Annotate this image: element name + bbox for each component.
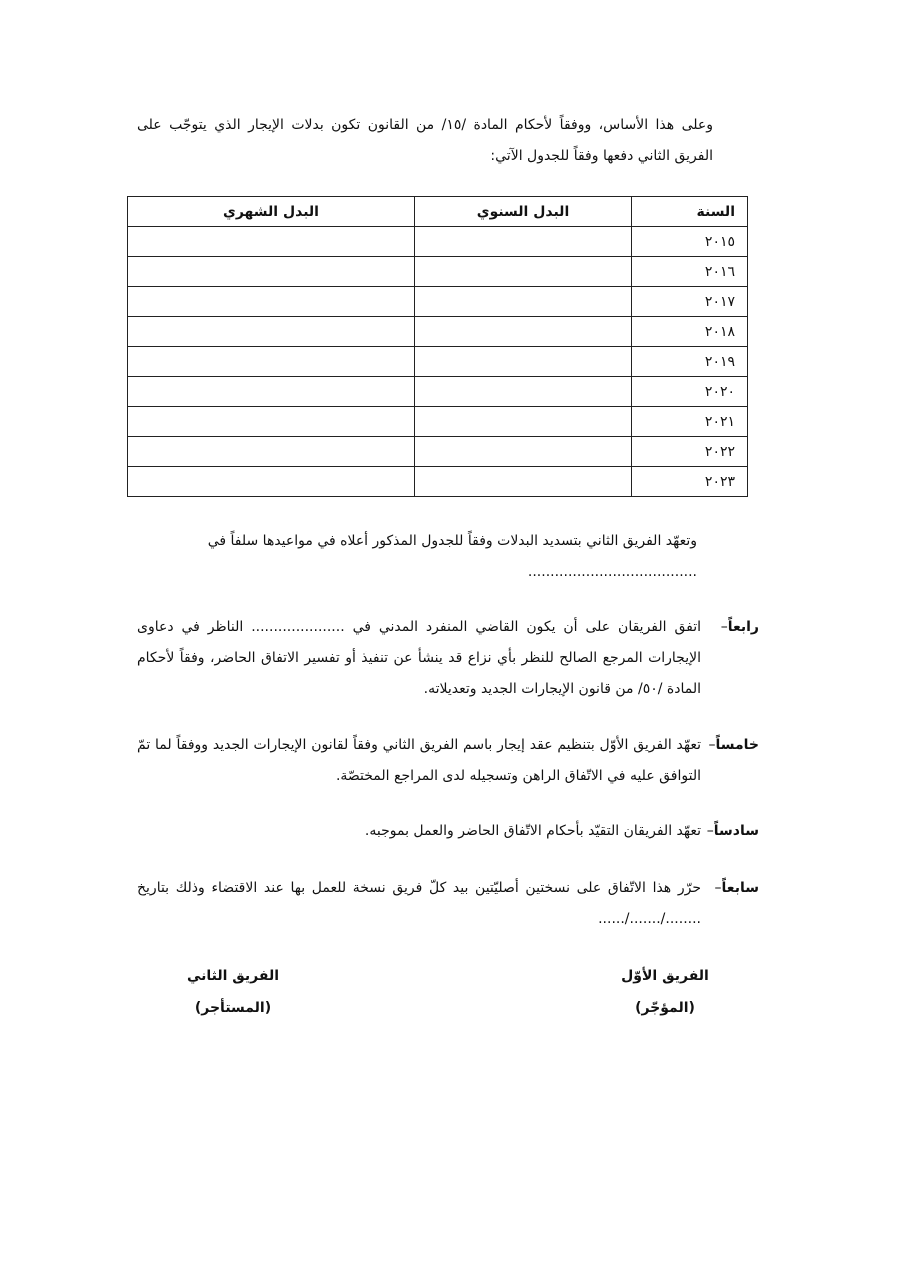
table-row [128,437,748,467]
clause-fifth-text: تعهّد الفريق الأوّل بتنظيم عقد إيجار باسم الفريق الثاني وفقاً لقانون الإيجارات الجديد ووفقاً لما تمّ التوافق عليه في الاتّفاق الراهن وتسجيله لدى المراجع المختصّة. [137,737,701,784]
clause-fifth-label: خامساً– [708,737,759,753]
table-row [128,377,748,407]
annual-rent-cell [415,287,632,317]
payment-pledge-paragraph [137,526,697,588]
clause-sixth-text: تعهّد الفريقان التقيّد بأحكام الاتّفاق الحاضر والعمل بموجبه. [364,823,701,839]
table-header-row [128,197,748,227]
clause-sixth-label: سادساً– [706,823,759,839]
payment-pledge-text: وتعهّد الفريق الثاني بتسديد البدلات وفقاً للجدول المذكور أعلاه في مواعيدها سلفاً في [207,533,697,549]
monthly-rent-cell [128,347,415,377]
clause-fourth-label: رابعاً– [720,619,759,635]
year-cell: ٢٠٢٢ [632,437,748,467]
table-row [128,317,748,347]
table-row [128,287,748,317]
annual-rent-cell [415,227,632,257]
year-column-header: السنة [632,197,748,227]
clause-sixth [137,816,759,847]
year-cell: ٢٠١٩ [632,347,748,377]
first-party-title: الفريق الأوّل [621,968,709,984]
clause-seventh-text: حرّر هذا الاتّفاق على نسختين أصليّتين بيد كلّ فريق نسخة للعمل بها عند الاقتضاء وذلك بتاريخ ......../......./...... [137,880,701,927]
annual-rent-cell [415,467,632,497]
annual-rent-cell [415,317,632,347]
year-cell: ٢٠١٨ [632,317,748,347]
intro-paragraph: وعلى هذا الأساس، ووفقاً لأحكام المادة /١٥/ من القانون تكون بدلات الإيجار الذي يتوجّب على الفريق الثاني دفعها وفقاً للجدول الآتي: [137,117,713,164]
clause-fourth-text: اتفق الفريقان على أن يكون القاضي المنفرد المدني في ..................... الناظر في دعاوى الإيجارات المرجع الصالح للنظر بأي نزاع قد ينشأ عن تنفيذ أو تفسير الاتفاق الحاضر، وفقاً لأحكام المادة /٥٠/ من قانون الإيجارات الجديد وتعديلاته. [137,619,701,697]
monthly-rent-cell [128,377,415,407]
table-row [128,347,748,377]
annual-rent-cell [415,347,632,377]
annual-rent-cell [415,407,632,437]
year-cell: ٢٠٢١ [632,407,748,437]
annual-rent-cell [415,257,632,287]
annual-rent-cell [415,437,632,467]
monthly-rent-cell [128,257,415,287]
second-party-role: (المستأجر) [194,1000,272,1016]
second-party-title: الفريق الثاني [186,968,280,984]
monthly-rent-column-header: البدل الشهري [128,197,415,227]
table-row [128,227,748,257]
monthly-rent-cell [128,407,415,437]
year-cell: ٢٠٢٠ [632,377,748,407]
annual-rent-cell [415,377,632,407]
first-party-role: (المؤجّر) [635,1000,695,1016]
year-cell: ٢٠٢٣ [632,467,748,497]
year-cell: ٢٠١٧ [632,287,748,317]
clause-fifth [137,730,759,792]
annual-rent-column-header: البدل السنوي [415,197,632,227]
monthly-rent-cell [128,467,415,497]
year-cell: ٢٠١٥ [632,227,748,257]
clause-seventh [137,873,759,935]
table-row [128,257,748,287]
clause-fourth [137,612,759,705]
year-cell: ٢٠١٦ [632,257,748,287]
clause-seventh-label: سابعاً– [714,880,759,896]
rent-schedule-table [127,196,748,497]
table-row [128,407,748,437]
monthly-rent-cell [128,437,415,467]
monthly-rent-cell [128,287,415,317]
payment-pledge-blank: ...................................... [527,564,697,580]
monthly-rent-cell [128,317,415,347]
monthly-rent-cell [128,227,415,257]
first-party-signature-block [610,960,720,1024]
table-row [128,467,748,497]
second-party-signature-block [178,960,288,1024]
